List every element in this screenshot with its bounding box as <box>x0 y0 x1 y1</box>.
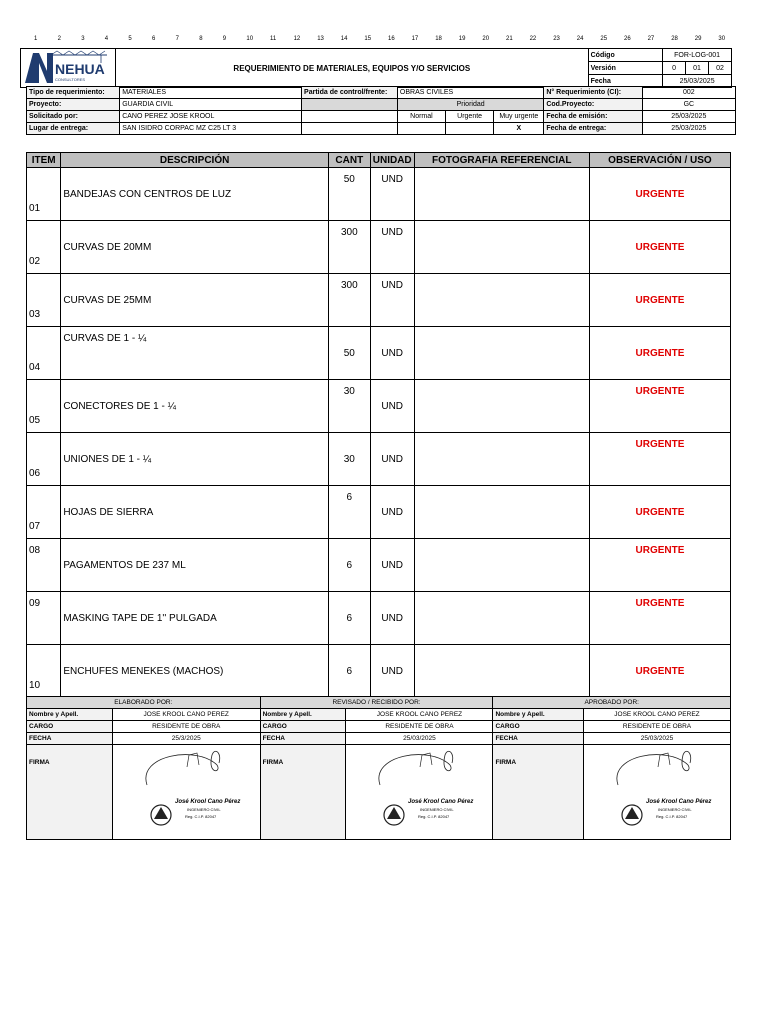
header-item: ITEM <box>27 153 61 168</box>
column-number: 23 <box>553 36 560 42</box>
column-number: 2 <box>57 36 61 42</box>
cell-unidad: UND <box>370 380 414 433</box>
column-number: 6 <box>152 36 156 42</box>
aprobado-title: APROBADO POR: <box>493 697 731 709</box>
svg-text:José Krool Cano Pérez: José Krool Cano Pérez <box>645 799 712 805</box>
cell-unidad: UND <box>370 486 414 539</box>
proyecto-label: Proyecto: <box>27 99 120 111</box>
cell-item: 07 <box>27 486 61 539</box>
table-row <box>27 380 731 433</box>
table-row <box>27 645 731 698</box>
column-number: 1 <box>34 36 38 42</box>
column-number: 28 <box>671 36 678 42</box>
column-number: 30 <box>718 36 726 42</box>
column-number: 19 <box>458 36 466 42</box>
column-number: 24 <box>576 36 584 42</box>
header-unidad: UNIDAD <box>370 153 414 168</box>
prioridad-label: Prioridad <box>397 99 543 111</box>
elaborado-title: ELABORADO POR: <box>27 697 261 709</box>
version-label: Versión <box>588 62 663 75</box>
svg-text:INGENIERO CIVIL: INGENIERO CIVIL <box>657 807 692 812</box>
cell-item: 04 <box>27 327 61 380</box>
codigo-value: FOR-LOG-001 <box>663 49 732 62</box>
tipo-value: MATERIALES <box>120 87 302 99</box>
nombre-value-1: JOSE KROOL CANO PEREZ <box>346 709 493 721</box>
cargo-value-1: RESIDENTE DE OBRA <box>346 721 493 733</box>
cell-desc: MASKING TAPE DE 1'' PULGADA <box>61 592 329 645</box>
cell-cant: 300 <box>328 274 370 327</box>
svg-text:INGENIERO CIVIL: INGENIERO CIVIL <box>420 807 455 812</box>
cell-foto <box>414 645 589 698</box>
cell-unidad: UND <box>370 168 414 221</box>
cell-item: 10 <box>27 645 61 698</box>
cell-cant: 50 <box>328 168 370 221</box>
cell-cant: 50 <box>328 327 370 380</box>
table-row <box>27 486 731 539</box>
cargo-value-0: RESIDENTE DE OBRA <box>112 721 260 733</box>
partida-label: Partida de control/frente: <box>302 87 398 99</box>
svg-text:INGENIERO CIVIL: INGENIERO CIVIL <box>186 807 221 812</box>
cell-unidad: UND <box>370 274 414 327</box>
cell-desc: CONECTORES DE 1 - ¼ <box>61 380 329 433</box>
svg-text:CONSULTORES: CONSULTORES <box>55 77 86 82</box>
column-number: 22 <box>529 36 537 42</box>
cell-foto <box>414 539 589 592</box>
cargo-label-2: CARGO <box>493 721 584 733</box>
firma-label-0: FIRMA <box>27 745 113 840</box>
cell-unidad: UND <box>370 592 414 645</box>
version-value-0: 0 <box>663 62 686 75</box>
cell-item: 01 <box>27 168 61 221</box>
signature-stamp-icon <box>127 745 257 837</box>
cell-desc: HOJAS DE SIERRA <box>61 486 329 539</box>
cell-unidad: UND <box>370 221 414 274</box>
cell-foto <box>414 274 589 327</box>
table-row <box>27 539 731 592</box>
cell-desc: UNIONES DE 1 - ¼ <box>61 433 329 486</box>
cell-item: 08 <box>27 539 61 592</box>
column-number: 13 <box>317 36 324 42</box>
cell-obs: URGENTE <box>589 380 730 433</box>
cell-desc: CURVAS DE 1 - ¼ <box>61 327 329 380</box>
cell-unidad: UND <box>370 539 414 592</box>
nreq-value: 002 <box>642 87 735 99</box>
fecha-label-1: FECHA <box>260 733 346 745</box>
cell-desc: ENCHUFES MENEKES (MACHOS) <box>61 645 329 698</box>
column-number: 4 <box>104 36 109 42</box>
column-number: 14 <box>340 36 348 42</box>
column-number: 20 <box>482 36 490 42</box>
cell-desc: PAGAMENTOS DE 237 ML <box>61 539 329 592</box>
column-number: 27 <box>647 36 655 42</box>
table-row <box>27 221 731 274</box>
header-fotografia: FOTOGRAFIA REFERENCIAL <box>414 153 589 168</box>
tipo-label: Tipo de requerimiento: <box>27 87 120 99</box>
fecha-value-0: 25/3/2025 <box>112 733 260 745</box>
nombre-value-0: JOSE KROOL CANO PEREZ <box>112 709 260 721</box>
fecha-value: 25/03/2025 <box>663 75 732 88</box>
cell-item: 03 <box>27 274 61 327</box>
column-number: 12 <box>293 36 301 42</box>
svg-text:Reg. C.I.P. 82047: Reg. C.I.P. 82047 <box>655 814 688 819</box>
column-number: 26 <box>624 36 631 42</box>
cell-obs: URGENTE <box>589 645 730 698</box>
solicitado-label: Solicitado por: <box>27 111 120 123</box>
cell-item: 06 <box>27 433 61 486</box>
document-title: REQUERIMIENTO DE MATERIALES, EQUIPOS Y/O SERVICIOS <box>116 49 589 88</box>
fecha-value-1: 25/03/2025 <box>346 733 493 745</box>
cell-foto <box>414 168 589 221</box>
cell-cant: 6 <box>328 645 370 698</box>
signature-stamp-icon <box>598 745 728 837</box>
partida-value: OBRAS CIVILES <box>397 87 543 99</box>
solicitado-value: CANO PEREZ JOSE KROOL <box>120 111 302 123</box>
column-number: 15 <box>364 36 372 42</box>
cell-unidad: UND <box>370 327 414 380</box>
cell-obs: URGENTE <box>589 274 730 327</box>
nombre-label-0: Nombre y Apell. <box>27 709 113 721</box>
cell-item: 02 <box>27 221 61 274</box>
cell-obs: URGENTE <box>589 168 730 221</box>
cell-desc: CURVAS DE 25MM <box>61 274 329 327</box>
version-value-2: 02 <box>709 62 732 75</box>
cell-cant: 300 <box>328 221 370 274</box>
emision-label: Fecha de emisión: <box>544 111 642 123</box>
svg-text:Reg. C.I.P. 82047: Reg. C.I.P. 82047 <box>418 814 450 819</box>
column-number: 11 <box>270 36 277 42</box>
items-table <box>26 152 731 698</box>
svg-text:José Krool Cano Pérez: José Krool Cano Pérez <box>174 799 241 805</box>
version-value-1: 01 <box>686 62 709 75</box>
table-row <box>27 168 731 221</box>
column-number: 21 <box>506 36 513 42</box>
prioridad-urgente: Urgente <box>445 111 493 123</box>
cargo-value-2: RESIDENTE DE OBRA <box>583 721 730 733</box>
table-row <box>27 592 731 645</box>
cell-obs: URGENTE <box>589 592 730 645</box>
cell-desc: BANDEJAS CON CENTROS DE LUZ <box>61 168 329 221</box>
column-numbers <box>26 36 736 46</box>
column-number: 3 <box>81 36 85 42</box>
column-number: 9 <box>222 36 227 42</box>
logo <box>21 49 116 88</box>
firma-label-1: FIRMA <box>260 745 346 840</box>
prioridad-muy-urgente: Muy urgente <box>494 111 544 123</box>
prioridad-normal: Normal <box>397 111 445 123</box>
svg-text:José Krool Cano Pérez: José Krool Cano Pérez <box>408 799 474 805</box>
cell-obs: URGENTE <box>589 221 730 274</box>
cell-obs: URGENTE <box>589 433 730 486</box>
column-number: 25 <box>600 36 608 42</box>
revisado-title: REVISADO / RECIBIDO POR: <box>260 697 493 709</box>
column-number: 17 <box>411 36 419 42</box>
table-row <box>27 433 731 486</box>
company-logo-icon <box>21 49 115 85</box>
codigo-label: Código <box>588 49 663 62</box>
table-row <box>27 274 731 327</box>
cell-foto <box>414 433 589 486</box>
cell-item: 09 <box>27 592 61 645</box>
signature-0 <box>112 745 260 840</box>
nreq-label: N° Requerimiento (CI): <box>544 87 642 99</box>
cell-obs: URGENTE <box>589 539 730 592</box>
cargo-label-1: CARGO <box>260 721 346 733</box>
lugar-value: SAN ISIDRO CORPAC MZ C25 LT 3 <box>120 123 302 135</box>
cell-obs: URGENTE <box>589 486 730 539</box>
column-number: 18 <box>435 36 442 42</box>
header-observacion: OBSERVACIÓN / USO <box>589 153 730 168</box>
emision-value: 25/03/2025 <box>642 111 735 123</box>
cell-foto <box>414 486 589 539</box>
cell-unidad: UND <box>370 645 414 698</box>
items-header-row <box>27 153 731 168</box>
codproy-label: Cod.Proyecto: <box>544 99 642 111</box>
column-number: 8 <box>199 36 203 42</box>
cell-cant: 30 <box>328 433 370 486</box>
table-row <box>27 327 731 380</box>
cell-cant: 30 <box>328 380 370 433</box>
signature-1 <box>346 745 493 840</box>
column-number: 16 <box>388 36 395 42</box>
column-number: 7 <box>175 36 179 42</box>
fecha-label: Fecha <box>588 75 663 88</box>
cell-obs: URGENTE <box>589 327 730 380</box>
cell-cant: 6 <box>328 592 370 645</box>
column-number: 10 <box>246 36 254 42</box>
fecha-label-0: FECHA <box>27 733 113 745</box>
svg-text:Reg. C.I.P. 82047: Reg. C.I.P. 82047 <box>184 814 217 819</box>
header-info <box>26 86 736 135</box>
fecha-value-2: 25/03/2025 <box>583 733 730 745</box>
lugar-label: Lugar de entrega: <box>27 123 120 135</box>
signature-2 <box>583 745 730 840</box>
nombre-label-1: Nombre y Apell. <box>260 709 346 721</box>
proyecto-value: GUARDIA CIVIL <box>120 99 302 111</box>
column-number: 29 <box>694 36 702 42</box>
cell-unidad: UND <box>370 433 414 486</box>
column-number: 5 <box>128 36 132 42</box>
cell-foto <box>414 327 589 380</box>
cell-foto <box>414 592 589 645</box>
title-block <box>20 48 732 88</box>
nombre-label-2: Nombre y Apell. <box>493 709 584 721</box>
svg-text:NEHUA: NEHUA <box>55 61 105 77</box>
entrega-value: 25/03/2025 <box>642 123 735 135</box>
cell-item: 05 <box>27 380 61 433</box>
codproy-value: GC <box>642 99 735 111</box>
cell-foto <box>414 380 589 433</box>
signature-stamp-icon <box>360 745 490 837</box>
firma-label-2: FIRMA <box>493 745 584 840</box>
cell-desc: CURVAS DE 20MM <box>61 221 329 274</box>
header-cant: CANT <box>328 153 370 168</box>
entrega-label: Fecha de entrega: <box>544 123 642 135</box>
header-descripcion: DESCRIPCIÓN <box>61 153 329 168</box>
nombre-value-2: JOSE KROOL CANO PEREZ <box>583 709 730 721</box>
cargo-label-0: CARGO <box>27 721 113 733</box>
cell-cant: 6 <box>328 539 370 592</box>
prioridad-mark: X <box>494 123 544 135</box>
cell-foto <box>414 221 589 274</box>
fecha-label-2: FECHA <box>493 733 584 745</box>
signature-table <box>26 696 731 840</box>
cell-cant: 6 <box>328 486 370 539</box>
